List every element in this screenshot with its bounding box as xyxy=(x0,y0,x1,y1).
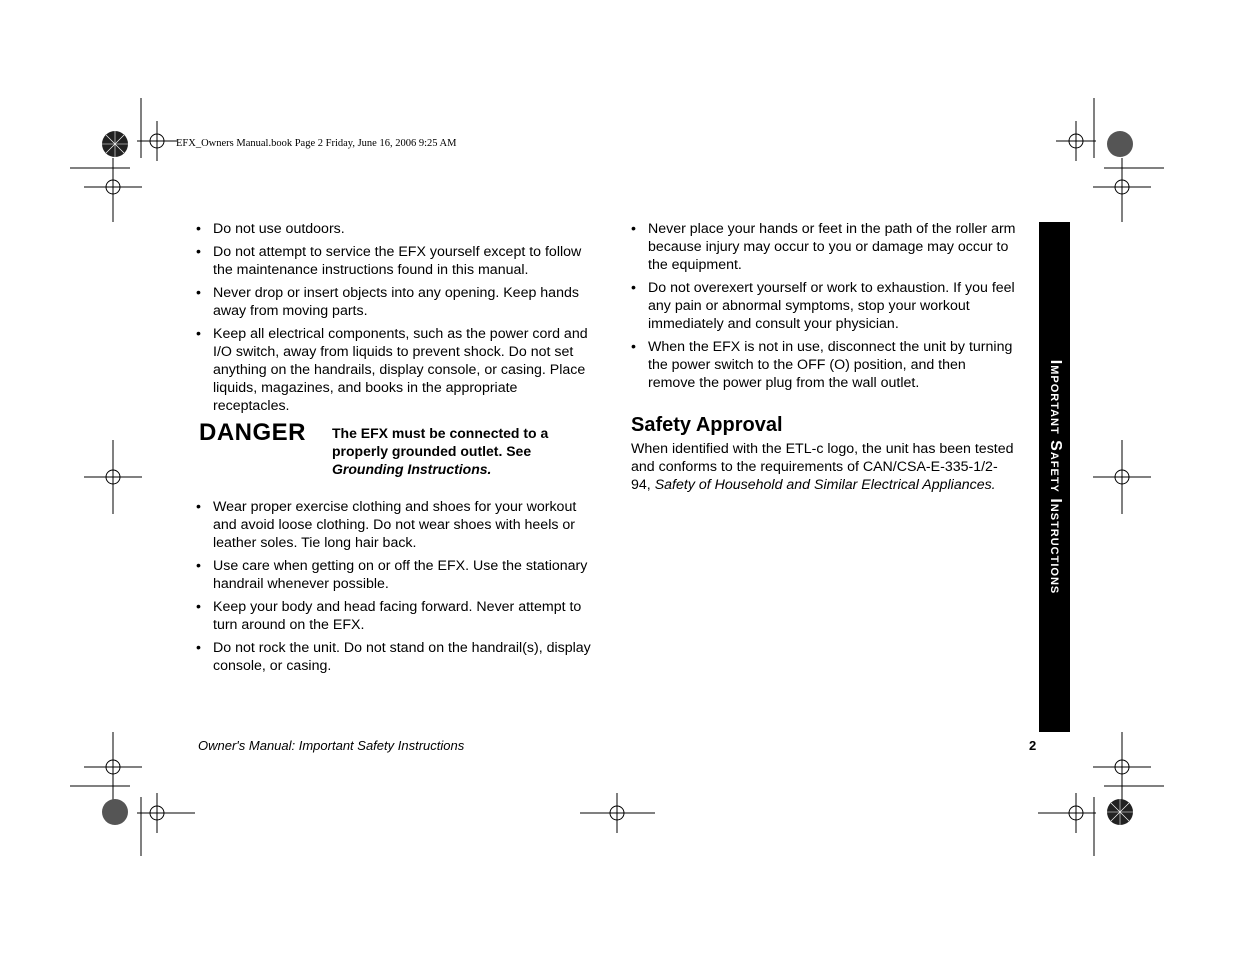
star-target-icon xyxy=(1107,799,1133,825)
crosshair-icon xyxy=(84,440,142,514)
list-item: • Do not use outdoors. xyxy=(196,221,345,237)
grounding-reference: Grounding Instructions. xyxy=(332,461,492,477)
standard-title: Safety of Household and Similar Electrical Appliances. xyxy=(654,477,996,493)
crosshair-icon xyxy=(580,793,655,833)
list-item: • Never place your hands or feet in the path of the roller arm because injury may occur to you or damage may occur to the equipment. xyxy=(631,221,1016,273)
gray-target-icon xyxy=(102,799,128,825)
safety-approval-text: When identified with the ETL-c logo, the unit has been tested and conforms to the requirements of CAN/CSA-E-335-1/2-94, Safety of Household and Similar Electrical Appliances. xyxy=(631,441,1014,493)
gray-target-icon xyxy=(1107,131,1133,157)
crosshair-icon xyxy=(84,732,142,800)
side-tab-label: Important Safety Instructions xyxy=(1047,359,1064,595)
list-item: • Never drop or insert objects into any opening. Keep hands away from moving parts. xyxy=(196,285,579,319)
page-number: 2 xyxy=(1029,738,1037,753)
bullet-icon: • xyxy=(631,221,636,237)
right-column xyxy=(631,220,1016,494)
bullet-icon: • xyxy=(631,280,636,296)
bullet-icon: • xyxy=(196,221,201,237)
danger-label: DANGER xyxy=(199,419,307,446)
list-item: • Keep your body and head facing forward. Never attempt to turn around on the EFX. xyxy=(196,599,582,633)
list-item: • Keep all electrical components, such as the power cord and I/O switch, away from liquids to prevent shock. Do not set anything on the handrails, display console, or casing. Place liquids, magazines, and books in the appropriate receptacles. xyxy=(196,326,588,414)
section-heading: Safety Approval xyxy=(631,414,783,436)
list-item: • Do not attempt to service the EFX yourself except to follow the maintenance instructions found in this manual. xyxy=(196,244,582,278)
list-item: • Do not rock the unit. Do not stand on the handrail(s), display console, or casing. xyxy=(196,640,591,674)
bullet-list xyxy=(631,220,1016,392)
crosshair-icon xyxy=(1038,793,1096,833)
list-item: • Do not overexert yourself or work to exhaustion. If you feel any pain or abnormal symptoms, stop your workout immediately and consult your physician. xyxy=(631,280,1015,332)
list-item: • Use care when getting on or off the EFX. Use the stationary handrail whenever possible. xyxy=(196,558,588,592)
bullet-icon: • xyxy=(196,558,201,574)
crosshair-icon xyxy=(137,121,177,161)
crosshair-icon xyxy=(1093,732,1151,800)
star-target-icon xyxy=(102,131,128,157)
bullet-list xyxy=(196,498,592,675)
bullet-list xyxy=(196,220,592,415)
left-column xyxy=(196,220,592,680)
list-item: • When the EFX is not in use, disconnect the unit by turning the power switch to the OFF (O) position, and then remove the power plug from the wall outlet. xyxy=(631,339,1013,391)
bullet-icon: • xyxy=(196,326,201,342)
bullet-icon: • xyxy=(196,285,201,301)
bullet-icon: • xyxy=(196,244,201,260)
print-slug: EFX_Owners Manual.book Page 2 Friday, June 16, 2006 9:25 AM xyxy=(176,138,457,149)
bullet-icon: • xyxy=(196,599,201,615)
crosshair-icon xyxy=(1056,121,1096,161)
bullet-icon: • xyxy=(196,640,201,656)
danger-message: The EFX must be connected to a properly grounded outlet. See Grounding Instructions. xyxy=(332,425,549,477)
crosshair-icon xyxy=(137,793,195,833)
bullet-icon: • xyxy=(196,499,201,515)
bullet-icon: • xyxy=(631,339,636,355)
crosshair-icon xyxy=(1093,440,1151,514)
danger-notice xyxy=(196,419,592,494)
footer-title: Owner's Manual: Important Safety Instructions xyxy=(198,738,465,753)
list-item: • Wear proper exercise clothing and shoes for your workout and avoid loose clothing. Do not wear shoes with heels or leather soles. Tie long hair back. xyxy=(196,499,577,551)
